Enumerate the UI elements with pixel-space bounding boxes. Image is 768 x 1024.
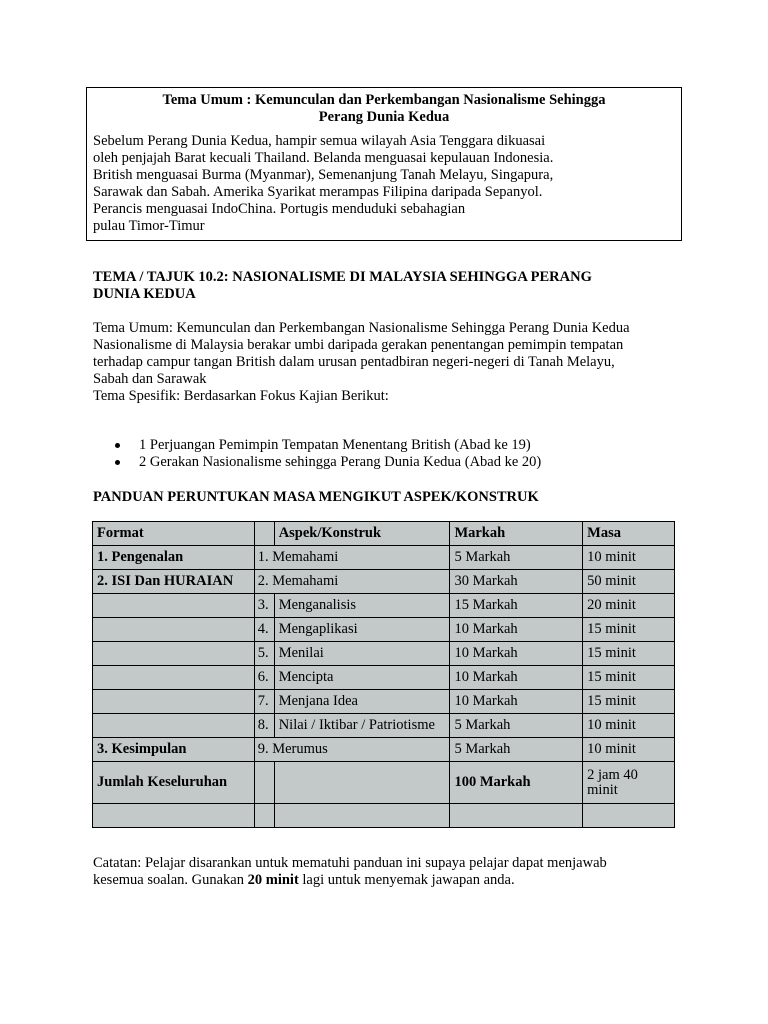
cell-format: 1. Pengenalan: [93, 546, 255, 570]
cell-masa: 10 minit: [583, 546, 675, 570]
empty-cell: [254, 762, 274, 804]
time-guide-heading: PANDUAN PERUNTUKAN MASA MENGIKUT ASPEK/KONSTRUK: [93, 489, 539, 505]
box-title: [87, 92, 681, 126]
cell-aspek: Mencipta: [274, 666, 450, 690]
cell-format: [93, 642, 255, 666]
cell-aspek: Mengaplikasi: [274, 618, 450, 642]
header-format: Format: [93, 522, 255, 546]
list-item-text: 1 Perjuangan Pemimpin Tempatan Menentang British (Abad ke 19): [139, 437, 531, 453]
intro-line: Nasionalisme di Malaysia berakar umbi daripada gerakan penentangan pemimpin tempatan: [93, 337, 624, 353]
list-item: [115, 437, 541, 454]
table-row: [93, 642, 675, 666]
cell-masa: 15 minit: [583, 642, 675, 666]
cell-markah: 10 Markah: [450, 618, 583, 642]
topic-heading-line1: TEMA / TAJUK 10.2: NASIONALISME DI MALAYSIA SEHINGGA PERANG: [93, 269, 592, 285]
intro-paragraph: [93, 320, 663, 405]
table-row: [93, 594, 675, 618]
cell-masa: 10 minit: [583, 714, 675, 738]
cell-masa: 50 minit: [583, 570, 675, 594]
topic-heading: [93, 269, 592, 303]
empty-cell: [450, 804, 583, 828]
header-aspek: Aspek/Konstruk: [274, 522, 450, 546]
table-row: [93, 714, 675, 738]
cell-num: 6.: [254, 666, 274, 690]
list-item-text: 2 Gerakan Nasionalisme sehingga Perang Dunia Kedua (Abad ke 20): [139, 454, 542, 470]
bullet-icon: [115, 460, 120, 465]
cell-num: 5.: [254, 642, 274, 666]
footnote-bold-time: 20 minit: [247, 872, 299, 888]
box-text: [93, 133, 653, 235]
cell-markah: 5 Markah: [450, 714, 583, 738]
table-row: [93, 546, 675, 570]
time-allocation-table: [92, 521, 675, 828]
header-markah: Markah: [450, 522, 583, 546]
focus-list: [115, 437, 541, 471]
cell-markah: 15 Markah: [450, 594, 583, 618]
intro-line: Tema Umum: Kemunculan dan Perkembangan Nasionalisme Sehingga Perang Dunia Kedua: [93, 320, 630, 336]
footnote-line2: [93, 872, 663, 889]
cell-format: 2. ISI Dan HURAIAN: [93, 570, 255, 594]
table-row: [93, 570, 675, 594]
footnote-text: lagi untuk menyemak jawapan anda.: [298, 872, 515, 888]
cell-aspek: Nilai / Iktibar / Patriotisme: [274, 714, 450, 738]
bullet-icon: [115, 443, 120, 448]
cell-format: 3. Kesimpulan: [93, 738, 255, 762]
header-masa: Masa: [583, 522, 675, 546]
cell-masa: 15 minit: [583, 618, 675, 642]
cell-num: 4.: [254, 618, 274, 642]
box-line: Sebelum Perang Dunia Kedua, hampir semua wilayah Asia Tenggara dikuasai: [93, 133, 546, 149]
footnote: [93, 855, 663, 889]
cell-masa: 15 minit: [583, 666, 675, 690]
table-header-row: [93, 522, 675, 546]
box-title-line1: Tema Umum : Kemunculan dan Perkembangan Nasionalisme Sehingga: [162, 92, 606, 108]
cell-num: 8.: [254, 714, 274, 738]
intro-line: Tema Spesifik: Berdasarkan Fokus Kajian Berikut:: [93, 388, 389, 404]
box-line: Perancis menguasai IndoChina. Portugis menduduki sebahagian: [93, 201, 466, 217]
empty-cell: [274, 762, 450, 804]
table-empty-row: [93, 804, 675, 828]
cell-format: [93, 594, 255, 618]
cell-markah: 5 Markah: [450, 738, 583, 762]
cell-format: [93, 690, 255, 714]
total-label: Jumlah Keseluruhan: [93, 762, 255, 804]
cell-aspek: Menilai: [274, 642, 450, 666]
table-row: [93, 690, 675, 714]
cell-markah: 5 Markah: [450, 546, 583, 570]
cell-masa: 10 minit: [583, 738, 675, 762]
header-blank: [254, 522, 274, 546]
cell-markah: 30 Markah: [450, 570, 583, 594]
intro-line: Sabah dan Sarawak: [93, 371, 207, 387]
cell-aspek: Menganalisis: [274, 594, 450, 618]
footnote-text: kesemua soalan. Gunakan: [93, 872, 248, 888]
cell-aspek: 1. Memahami: [254, 546, 450, 570]
cell-masa: 15 minit: [583, 690, 675, 714]
table-row: [93, 666, 675, 690]
footnote-line1: Catatan: Pelajar disarankan untuk mematuhi panduan ini supaya pelajar dapat menjawab: [93, 855, 607, 871]
cell-aspek: 9. Merumus: [254, 738, 450, 762]
box-title-line2: Perang Dunia Kedua: [318, 109, 450, 125]
cell-markah: 10 Markah: [450, 642, 583, 666]
theme-summary-box: [86, 87, 682, 241]
cell-num: 7.: [254, 690, 274, 714]
cell-num: 3.: [254, 594, 274, 618]
table-row: [93, 738, 675, 762]
box-line: British menguasai Burma (Myanmar), Semenanjung Tanah Melayu, Singapura,: [93, 167, 554, 183]
cell-aspek: 2. Memahami: [254, 570, 450, 594]
box-line: pulau Timor-Timur: [93, 218, 205, 234]
cell-format: [93, 618, 255, 642]
table-row: [93, 618, 675, 642]
box-line: oleh penjajah Barat kecuali Thailand. Belanda menguasai kepulauan Indonesia.: [93, 150, 554, 166]
cell-aspek: Menjana Idea: [274, 690, 450, 714]
cell-markah: 10 Markah: [450, 666, 583, 690]
cell-format: [93, 714, 255, 738]
table-total-row: [93, 762, 675, 804]
empty-cell: [93, 804, 255, 828]
cell-format: [93, 666, 255, 690]
cell-masa: 20 minit: [583, 594, 675, 618]
topic-heading-line2: DUNIA KEDUA: [93, 286, 196, 302]
empty-cell: [254, 804, 274, 828]
total-masa: 2 jam 40 minit: [583, 762, 675, 804]
intro-line: terhadap campur tangan British dalam urusan pentadbiran negeri-negeri di Tanah Melayu,: [93, 354, 615, 370]
empty-cell: [583, 804, 675, 828]
box-line: Sarawak dan Sabah. Amerika Syarikat merampas Filipina daripada Sepanyol.: [93, 184, 543, 200]
list-item: [115, 454, 541, 471]
total-markah: 100 Markah: [450, 762, 583, 804]
empty-cell: [274, 804, 450, 828]
cell-markah: 10 Markah: [450, 690, 583, 714]
